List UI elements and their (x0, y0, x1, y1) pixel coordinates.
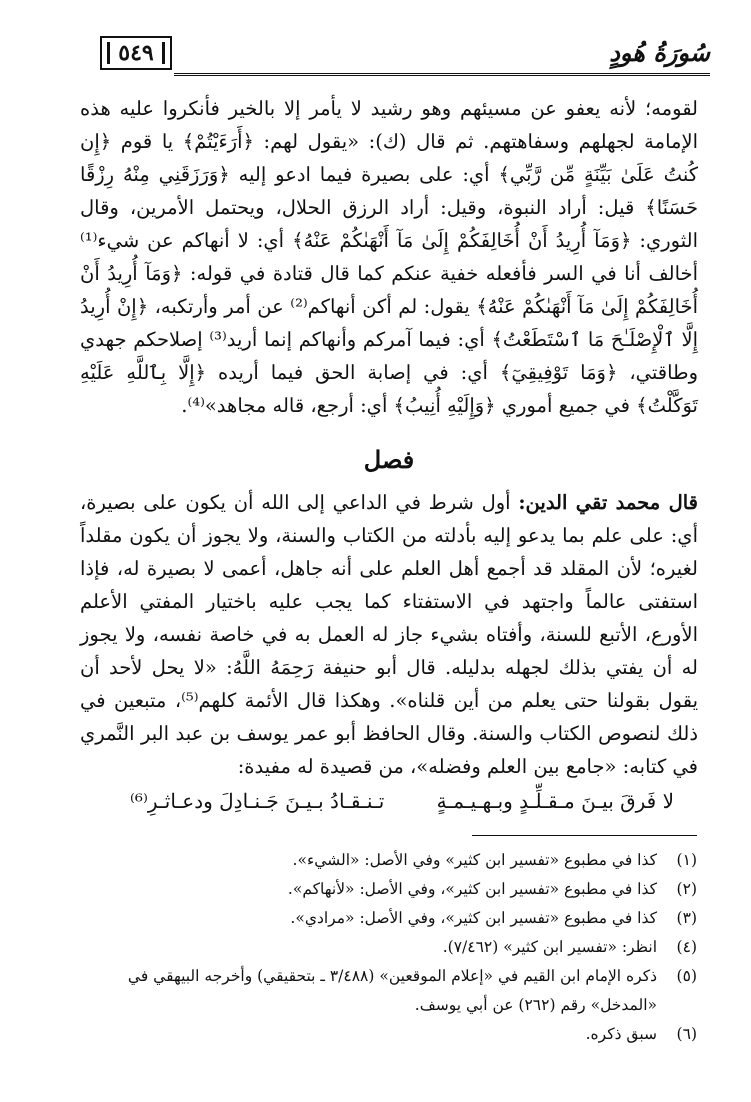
footnote (57, 1020, 697, 1049)
footnote (57, 846, 697, 875)
footnote-number: (٤) (676, 938, 697, 956)
footnote-text: ذكره الإمام ابن القيم في «إعلام الموقعين» (٣/٤٨٨ ـ بتحقيقي) وأخرجه البيهقي في «المدخل» رقم (٢٦٢) عن أبي يوسف. (127, 967, 657, 1014)
footnote-number: (٦) (676, 1025, 697, 1043)
footnote-text: انظر: «تفسير ابن كثير» (٧/٤٦٢). (442, 938, 657, 956)
footnote-number: (٢) (676, 880, 697, 898)
footnotes (57, 846, 697, 1049)
section-heading: فصل (363, 445, 415, 474)
main-text (80, 92, 698, 818)
commentary-text: أول شرط في الداعي إلى الله أن يكون على بصيرة، أي: على علم بما يدعو إليه بأدلته من الكتاب والسنة، ولا يجوز أن يكون مقلداً لغيره؛ لأن المقلد قد أجمع أهل العلم على أنه جاهل، أعمى لا بصيرة له، فإذا استفتى عالماً واجتهد في الاستفتاء كما يجب عليه باختيار المفتي الأعلم الأورع، الأتبع للسنة، وأفتاه بشيء جاز له العمل به في خاصة نفسه، ولا يجوز له أن يفتي بذلك لجهله بدليله. قال أبو حنيفة رَحِمَهُ اللَّهُ: «لا يحل لأحد أن يقول بقولنا حتى يعلم من أين قلناه». وهكذا قال الأئمة كلهم⁽⁵⁾، متبعين في ذلك لنصوص الكتاب والسنة. وقال الحافظ أبو عمر يوسف بن عبد البر النَّمري في كتابه: «جامع بين العلم وفضله»، من قصيدة له مفيدة: (80, 491, 698, 778)
footnote-text: سبق ذكره. (585, 1025, 657, 1043)
paragraph-commentary (80, 486, 698, 783)
footnote (57, 962, 697, 1020)
commentary-lead: قال محمد تقي الدين: (518, 491, 699, 514)
poem-hemistich-first: لا فَرقَ بيـنَ مـقـلِّـدٍ وبـهـيـمـةٍ (436, 789, 674, 813)
header-rule (174, 73, 710, 76)
paragraph-tafsir: لقومه؛ لأنه يعفو عن مسيئهم وهو رشيد لا يأمر إلا بالخير فأنكروا عليه هذه الإمامة لجهلهم وسفاهتهم. ثم قال (ك): «يقول لهم: ﴿أَرَءَيْتُمْ﴾ يا قوم ﴿إِن كُنتُ عَلَىٰ بَيِّنَةٍ مِّن رَّبِّي﴾ أي: على بصيرة فيما ادعو إليه ﴿وَرَزَقَنِي مِنْهُ رِزْقًا حَسَنًا﴾ قيل: أراد النبوة، وقيل: أراد الرزق الحلال، ويحتمل الأمرين، وقال الثوري: ﴿وَمَآ أُرِيدُ أَنْ أُخَالِفَكُمْ إِلَىٰ مَآ أَنْهَىٰكُمْ عَنْهُ﴾ أي: لا أنهاكم عن شيء⁽¹⁾ أخالف أنا في السر فأفعله خفية عنكم كما قال قتادة في قوله: ﴿وَمَآ أُرِيدُ أَنْ أُخَالِفَكُمْ إِلَىٰ مَآ أَنْهَىٰكُمْ عَنْهُ﴾ يقول: لم أكن أنهاكم⁽²⁾ عن أمر وأرتكبه، ﴿إِنْ أُرِيدُ إِلَّا ٱلْإِصْلَـٰحَ مَا ٱسْتَطَعْتُ﴾ أي: فيما آمركم وأنهاكم إنما أريد⁽³⁾ إصلاحكم جهدي وطاقتي، ﴿وَمَا تَوْفِيقِيٓ﴾ أي: في إصابة الحق فيما أريده ﴿إِلَّا بِٱللَّهِ عَلَيْهِ تَوَكَّلْتُ﴾ في جميع أموري ﴿وَإِلَيْهِ أُنِيبُ﴾ أي: أرجع، قاله مجاهد»⁽⁴⁾. (80, 97, 698, 417)
footnote (57, 933, 697, 962)
footnote-number: (٥) (676, 967, 697, 985)
footnote-text: كذا في مطبوع «تفسير ابن كثير»، وفي الأصل: «لأنهاكم». (287, 880, 657, 898)
footnote-number: (٣) (676, 909, 697, 927)
footnote-number: (١) (676, 851, 697, 869)
page-number: ٥٤٩ (118, 40, 154, 66)
page-header (100, 30, 710, 80)
footnote-text: كذا في مطبوع «تفسير ابن كثير» وفي الأصل: «الشيء». (292, 851, 657, 869)
footnote (57, 875, 697, 904)
surah-title: سُورَةُ هُودٍ (609, 38, 710, 67)
footnote (57, 904, 697, 933)
footnote-text: كذا في مطبوع «تفسير ابن كثير»، وفي الأصل: «مرادي». (290, 909, 657, 927)
footnote-separator (472, 835, 697, 836)
poem-verse (80, 785, 698, 818)
page-number-box (100, 36, 172, 70)
poem-hemistich-second: تـنـقـادُ بـيـنَ جَـنـادِلَ ودعـاثـرِ⁽⁶⁾ (130, 789, 385, 813)
